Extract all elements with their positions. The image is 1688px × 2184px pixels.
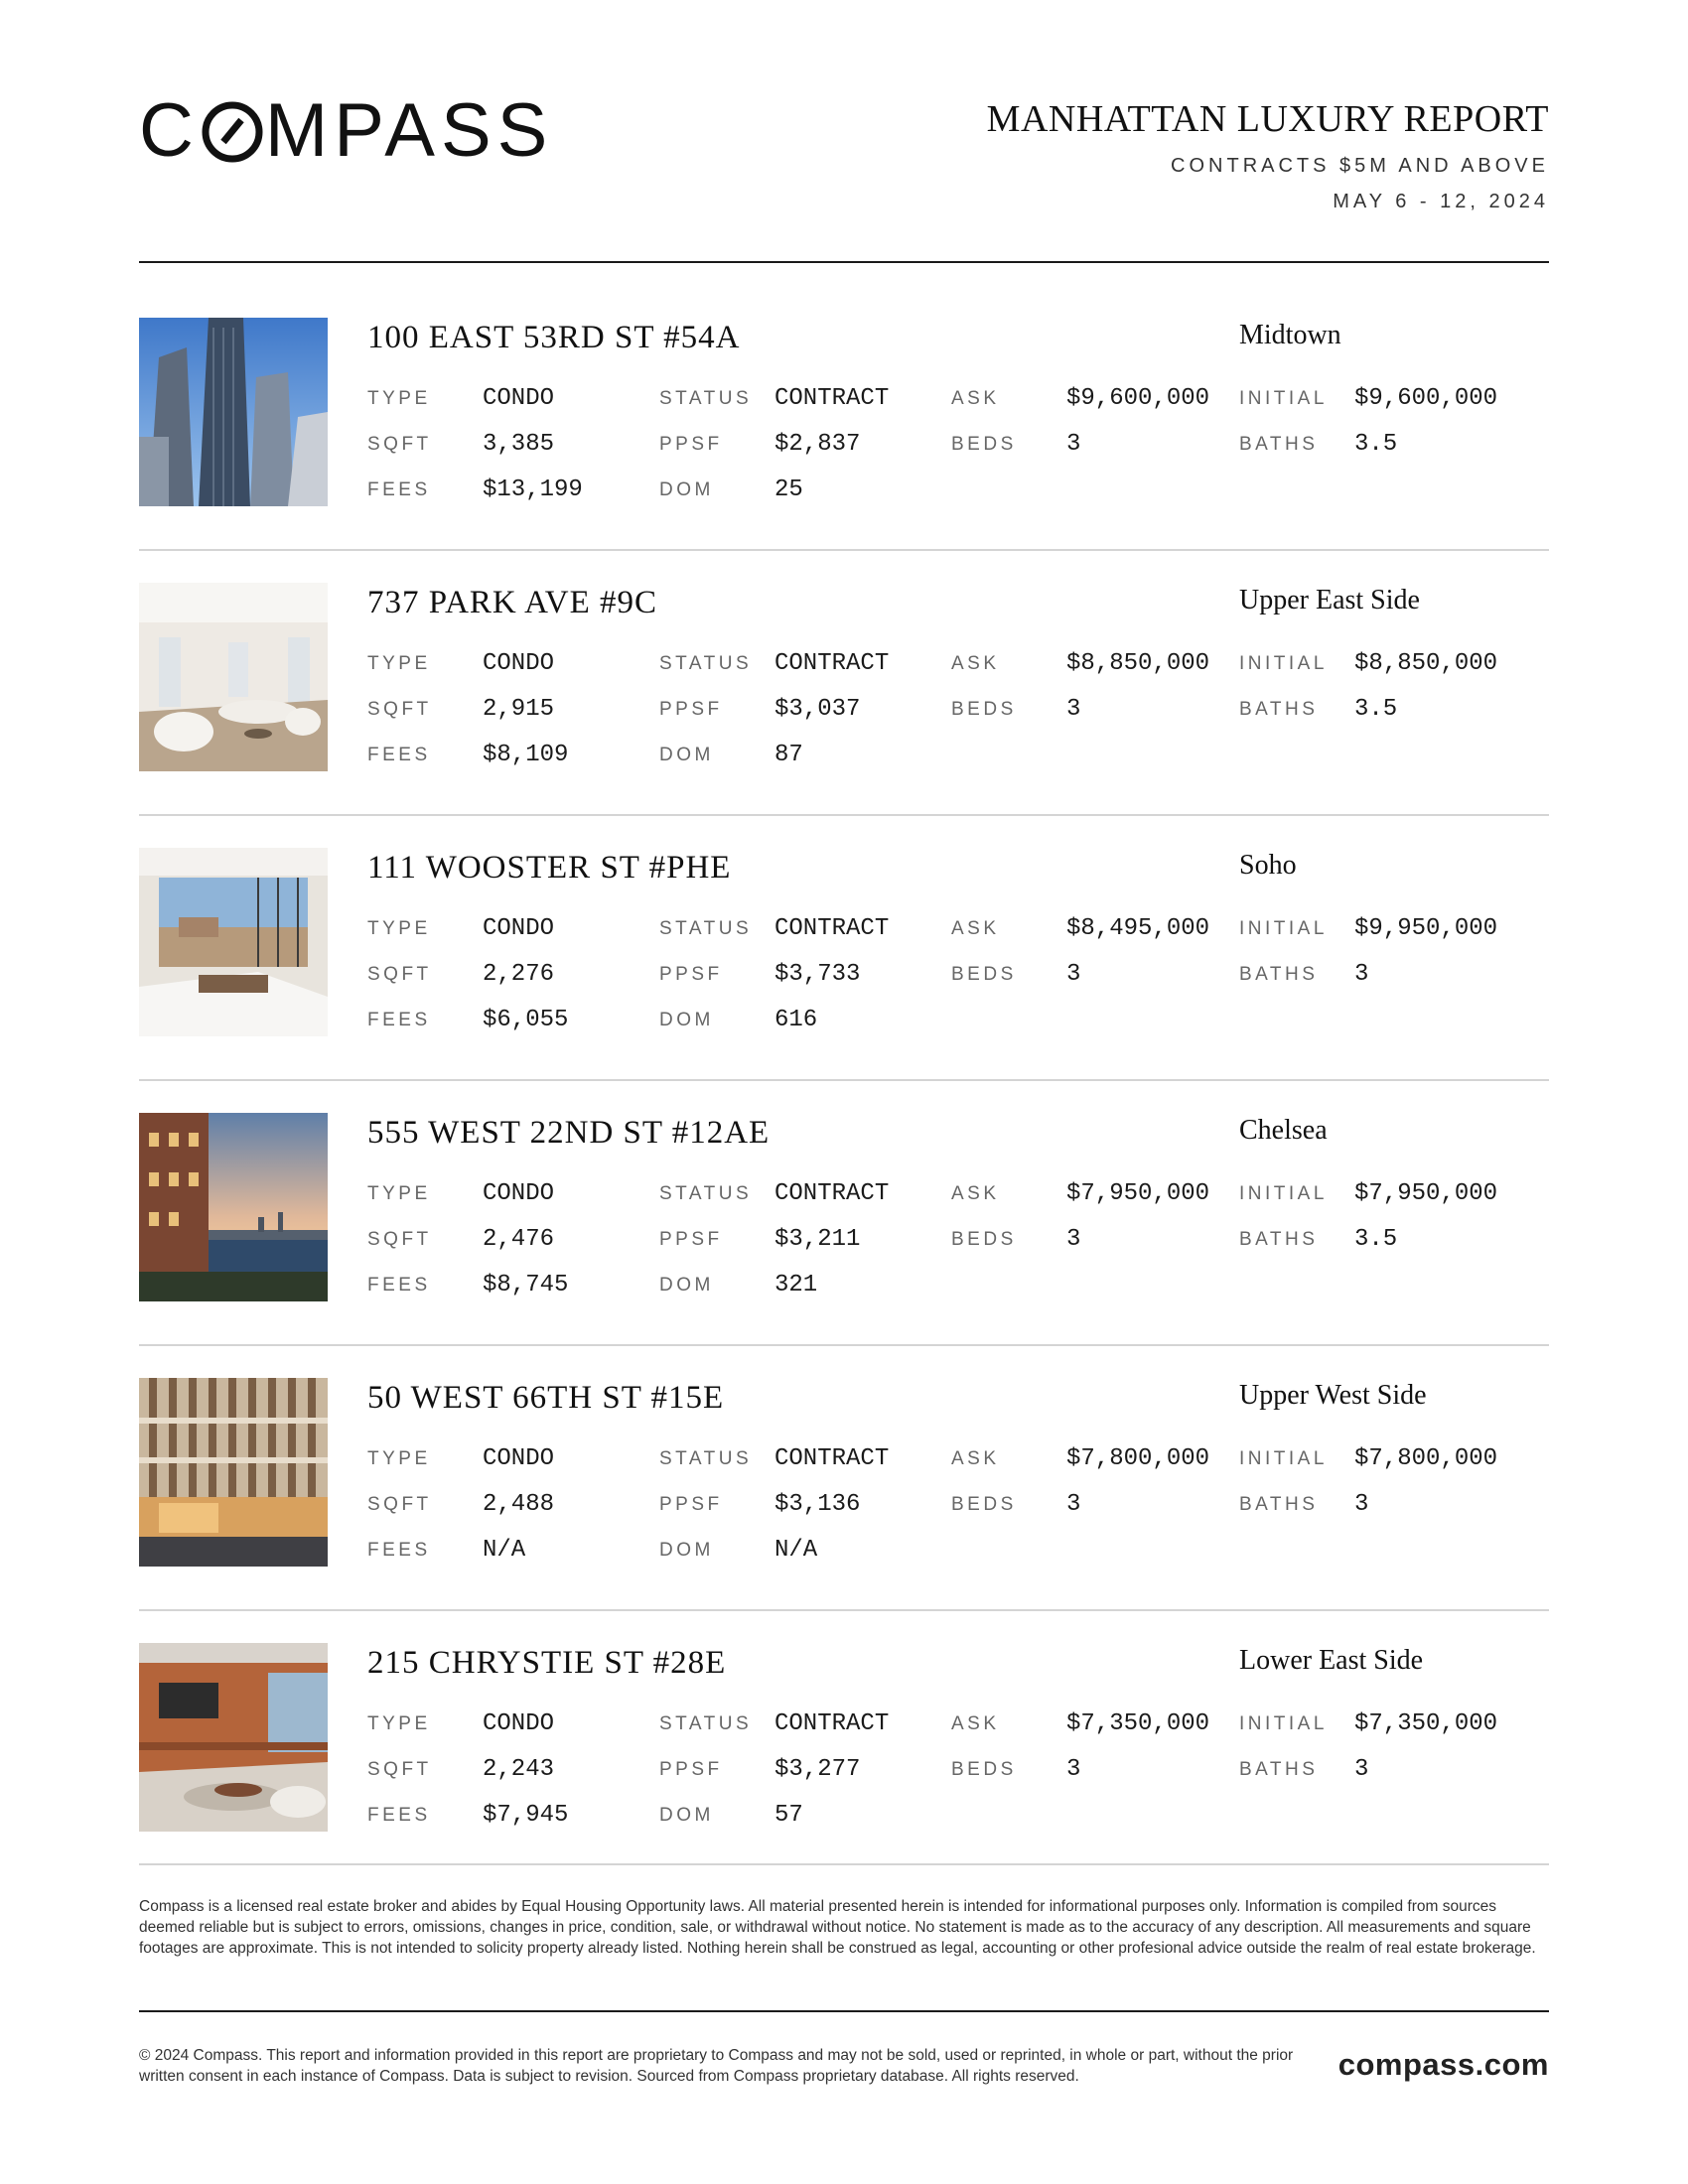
beds-label: BEDS [951,1494,1017,1515]
ask-value: $7,800,000 [1066,1445,1210,1472]
report-title: MANHATTAN LUXURY REPORT [986,98,1549,140]
ask-label: ASK [951,1448,1000,1469]
dom-label: DOM [659,1540,714,1561]
report-date-range: MAY 6 - 12, 2024 [1333,191,1549,212]
type-label: TYPE [367,1448,431,1469]
compass-logo [139,88,554,173]
bedroom-terrace-photo[interactable] [139,848,328,1036]
dom-label: DOM [659,479,714,500]
type-label: TYPE [367,653,431,674]
initial-value: $7,800,000 [1354,1445,1498,1472]
status-label: STATUS [659,653,753,674]
dom-label: DOM [659,745,714,765]
sqft-value: 2,488 [483,1491,555,1518]
fees-value: N/A [483,1537,526,1564]
dom-value: 321 [774,1272,818,1298]
beds-label: BEDS [951,1229,1017,1250]
baths-value: 3.5 [1354,1226,1398,1253]
beds-value: 3 [1066,1756,1081,1783]
baths-value: 3 [1354,1756,1369,1783]
sqft-value: 2,276 [483,961,555,988]
ask-value: $7,350,000 [1066,1710,1210,1737]
sqft-label: SQFT [367,1229,432,1250]
listing-row [139,848,1549,1036]
listing-row [139,318,1549,506]
ppsf-value: $3,037 [774,696,861,723]
baths-label: BATHS [1239,1759,1319,1780]
beds-label: BEDS [951,699,1017,720]
initial-label: INITIAL [1239,1183,1328,1204]
baths-label: BATHS [1239,434,1319,455]
listing-neighborhood: Chelsea [1239,1115,1328,1146]
fees-value: $8,745 [483,1272,569,1298]
fees-label: FEES [367,479,431,500]
ppsf-value: $3,211 [774,1226,861,1253]
initial-value: $9,600,000 [1354,385,1498,412]
type-label: TYPE [367,388,431,409]
ask-value: $9,600,000 [1066,385,1210,412]
ppsf-label: PPSF [659,1494,723,1515]
status-value: CONTRACT [774,650,890,677]
listing-address[interactable]: 100 EAST 53RD ST #54A [367,320,741,355]
listing-neighborhood: Midtown [1239,320,1341,350]
type-value: CONDO [483,1710,555,1737]
site-url[interactable]: compass.com [1337,2047,1549,2082]
ppsf-value: $2,837 [774,431,861,458]
ask-label: ASK [951,653,1000,674]
ppsf-label: PPSF [659,1759,723,1780]
ppsf-label: PPSF [659,699,723,720]
status-label: STATUS [659,918,753,939]
baths-label: BATHS [1239,1494,1319,1515]
living-room-photo[interactable] [139,583,328,771]
fees-value: $6,055 [483,1007,569,1033]
type-value: CONDO [483,650,555,677]
beds-value: 3 [1066,1491,1081,1518]
ask-label: ASK [951,918,1000,939]
initial-label: INITIAL [1239,653,1328,674]
beds-value: 3 [1066,1226,1081,1253]
fees-value: $8,109 [483,742,569,768]
listing-neighborhood: Upper West Side [1239,1380,1427,1411]
listing-row [139,1113,1549,1301]
type-label: TYPE [367,1183,431,1204]
sqft-label: SQFT [367,1494,432,1515]
ppsf-value: $3,733 [774,961,861,988]
ppsf-label: PPSF [659,1229,723,1250]
fees-value: $7,945 [483,1802,569,1829]
dom-value: N/A [774,1537,818,1564]
report-subtitle: CONTRACTS $5M AND ABOVE [1171,155,1549,177]
baths-label: BATHS [1239,699,1319,720]
disclaimer-text: Compass is a licensed real estate broker and abides by Equal Housing Opportunity laws. All material presented herein is intended for informational purposes only. Information is compiled from sources deemed reliable but is subject to errors, omissions, changes in price, condition, sale, or withdrawal without notice. No statement is made as to the accuracy of any description. All measurements and square footages are approximate. This is not intended to solicity property already listed. Nothing herein shall be construed as legal, accounting or other profesional advice outside the realm of real estate brokerage. [139,1898,1536,1957]
beds-label: BEDS [951,434,1017,455]
status-label: STATUS [659,1448,753,1469]
river-sunset-photo[interactable] [139,1113,328,1301]
fees-label: FEES [367,745,431,765]
listing-divider [139,549,1549,551]
listing-row [139,1378,1549,1567]
listing-address[interactable]: 111 WOOSTER ST #PHE [367,850,732,886]
baths-value: 3 [1354,1491,1369,1518]
initial-label: INITIAL [1239,1713,1328,1734]
ask-value: $8,850,000 [1066,650,1210,677]
dom-label: DOM [659,1805,714,1826]
ask-label: ASK [951,1183,1000,1204]
initial-value: $9,950,000 [1354,915,1498,942]
skyscraper-photo[interactable] [139,318,328,506]
fees-label: FEES [367,1805,431,1826]
sqft-label: SQFT [367,434,432,455]
dom-label: DOM [659,1010,714,1030]
type-value: CONDO [483,1445,555,1472]
beds-value: 3 [1066,431,1081,458]
sqft-value: 2,915 [483,696,555,723]
ask-value: $8,495,000 [1066,915,1210,942]
sqft-label: SQFT [367,1759,432,1780]
baths-value: 3 [1354,961,1369,988]
beds-label: BEDS [951,1759,1017,1780]
dom-value: 57 [774,1802,803,1829]
fees-label: FEES [367,1275,431,1296]
fees-value: $13,199 [483,477,583,503]
baths-value: 3.5 [1354,431,1398,458]
status-value: CONTRACT [774,385,890,412]
compass-o-icon [202,100,263,162]
status-value: CONTRACT [774,1445,890,1472]
status-value: CONTRACT [774,1180,890,1207]
initial-value: $7,950,000 [1354,1180,1498,1207]
initial-value: $7,350,000 [1354,1710,1498,1737]
listing-divider [139,1079,1549,1081]
status-label: STATUS [659,1183,753,1204]
status-value: CONTRACT [774,915,890,942]
baths-label: BATHS [1239,1229,1319,1250]
beds-value: 3 [1066,696,1081,723]
sqft-value: 2,476 [483,1226,555,1253]
listing-divider [139,1344,1549,1346]
initial-value: $8,850,000 [1354,650,1498,677]
fees-label: FEES [367,1540,431,1561]
header-divider [139,261,1549,263]
status-label: STATUS [659,388,753,409]
ppsf-value: $3,277 [774,1756,861,1783]
ask-label: ASK [951,1713,1000,1734]
initial-label: INITIAL [1239,388,1328,409]
listing-address[interactable]: 50 WEST 66TH ST #15E [367,1380,725,1416]
type-label: TYPE [367,1713,431,1734]
ppsf-label: PPSF [659,964,723,985]
dom-label: DOM [659,1275,714,1296]
dom-value: 87 [774,742,803,768]
type-value: CONDO [483,1180,555,1207]
listing-neighborhood: Soho [1239,850,1297,881]
listing-address[interactable]: 737 PARK AVE #9C [367,585,658,620]
initial-label: INITIAL [1239,918,1328,939]
sqft-value: 3,385 [483,431,555,458]
beds-label: BEDS [951,964,1017,985]
listing-neighborhood: Upper East Side [1239,585,1420,615]
status-label: STATUS [659,1713,753,1734]
copyright-text: © 2024 Compass. This report and information provided in this report are proprietary to Compass and may not be sold, used or reprinted, in whole or part, without the prior written consent in each instance of Compass. Data is subject to revision. Sourced from Compass proprietary database. All rights reserved. [139,2047,1294,2085]
ask-label: ASK [951,388,1000,409]
sqft-value: 2,243 [483,1756,555,1783]
fees-label: FEES [367,1010,431,1030]
dom-value: 25 [774,477,803,503]
initial-label: INITIAL [1239,1448,1328,1469]
status-value: CONTRACT [774,1710,890,1737]
listing-row [139,583,1549,771]
type-value: CONDO [483,915,555,942]
beds-value: 3 [1066,961,1081,988]
sqft-label: SQFT [367,964,432,985]
listing-address[interactable]: 555 WEST 22ND ST #12AE [367,1115,771,1151]
building-facade-photo[interactable] [139,1378,328,1567]
logo-wordmark: C MPASS [139,88,554,173]
dom-value: 616 [774,1007,818,1033]
ppsf-value: $3,136 [774,1491,861,1518]
listing-address[interactable]: 215 CHRYSTIE ST #28E [367,1645,727,1681]
footer-divider [139,2010,1549,2012]
baths-value: 3.5 [1354,696,1398,723]
ppsf-label: PPSF [659,434,723,455]
interior-lounge-photo[interactable] [139,1643,328,1832]
listings-bottom-divider [139,1863,1549,1865]
listing-neighborhood: Lower East Side [1239,1645,1424,1676]
ask-value: $7,950,000 [1066,1180,1210,1207]
type-value: CONDO [483,385,555,412]
listing-divider [139,1609,1549,1611]
baths-label: BATHS [1239,964,1319,985]
listing-divider [139,814,1549,816]
listing-row [139,1643,1549,1832]
sqft-label: SQFT [367,699,432,720]
type-label: TYPE [367,918,431,939]
